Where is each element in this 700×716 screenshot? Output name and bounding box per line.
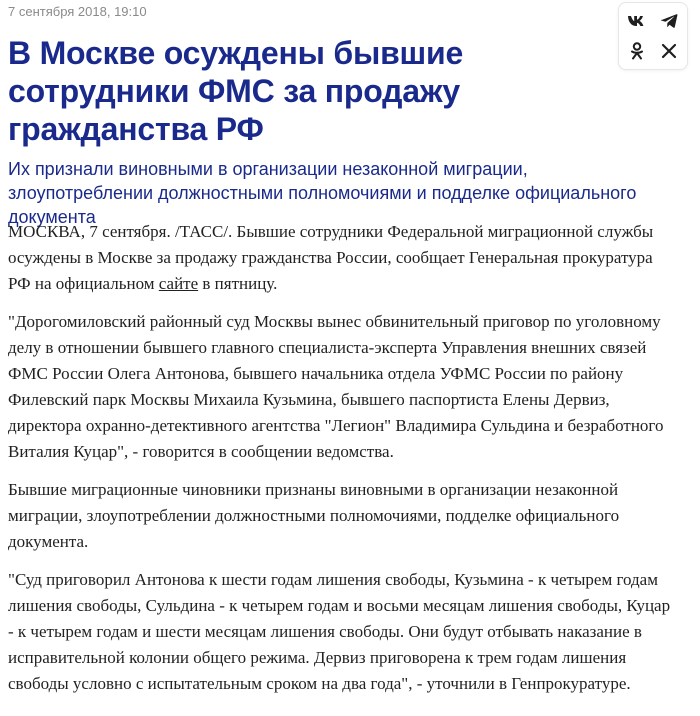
- vk-icon: [627, 15, 647, 27]
- paragraph-3: Бывшие миграционные чиновники признаны виновными в организации незаконной миграции, злоупотреблении должностными полномочиями, подделке официального документа.: [8, 480, 620, 551]
- paragraph-1-end: в пятницу.: [198, 274, 278, 293]
- article-body: [8, 219, 672, 709]
- twitter-share-button[interactable]: [657, 39, 681, 63]
- source-link[interactable]: сайте: [158, 274, 199, 293]
- telegram-icon: [660, 13, 678, 29]
- twitter-icon: [661, 43, 677, 59]
- odnoklassniki-icon: [630, 42, 644, 60]
- telegram-share-button[interactable]: [657, 9, 681, 33]
- article-lead: Их признали виновными в организации незаконной миграции, злоупотреблении должностными полномочиями и подделке официального документа: [8, 159, 637, 227]
- paragraph-4: "Суд приговорил Антонова к шести годам лишения свободы, Кузьмина - к четырем годам лишения свободы, Сульдина - к четырем годам и восьми месяцам лишения свободы, Куцар - к четырем годам и шести месяцам лишения свободы. Они будут отбывать наказание в исправительной колонии общего режима. Дервиз приговорена к трем годам лишения свободы условно с испытательным сроком на два года", - уточнили в Генпрокуратуре.: [8, 570, 671, 693]
- paragraph-1: [8, 219, 672, 297]
- article-date: 7 сентября 2018, 19:10: [8, 4, 147, 19]
- paragraph-2: "Дорогомиловский районный суд Москвы вынес обвинительный приговор по уголовному делу в отношении бывшего главного специалиста-эксперта Управления внешних связей ФМС России Олега Антонова, бывшего начальника отдела УФМС России по району Филевский парк Москвы Михаила Кузьмина, бывшего паспортиста Елены Дервиз, директора охранно-детективного агентства "Легион" Владимира Сульдина и безработного Виталия Куцар", - говорится в сообщении ведомства.: [8, 312, 664, 461]
- share-panel: [618, 2, 688, 70]
- paragraph-1-text: МОСКВА, 7 сентября. /ТАСС/. Бывшие сотрудники Федеральной миграционной службы осуждены в Москве за продажу гражданства России, сообщает Генеральная прокуратура РФ на официальном: [8, 222, 654, 293]
- vk-share-button[interactable]: [625, 9, 649, 33]
- article-title: В Москве осуждены бывшие сотрудники ФМС за продажу гражданства РФ: [8, 35, 464, 147]
- odnoklassniki-share-button[interactable]: [625, 39, 649, 63]
